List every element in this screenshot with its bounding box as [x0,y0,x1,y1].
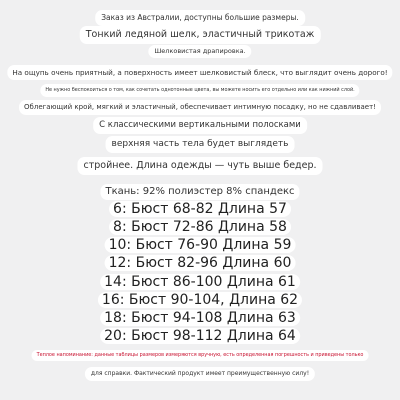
size-row-14: 14: Бюст 86-100 Длина 61 [100,274,300,290]
text-line-1: Заказ из Австралии, доступны большие размеры. [95,10,305,26]
fabric-composition: Ткань: 92% полиэстер 8% спандекс [100,184,299,200]
text-line-2: Тонкий ледяной шелк, эластичный трикотаж [80,26,321,44]
size-row-12: 12: Бюст 82-96 Длина 60 [105,255,296,271]
size-row-6: 6: Бюст 68-82 Длина 57 [109,201,291,217]
size-disclaimer-line-2: для справки. Фактический продукт имеет преимущественную силу! [85,367,315,381]
size-row-10: 10: Бюст 76-90 Длина 59 [105,237,296,253]
size-row-20: 20: Бюст 98-112 Длина 64 [100,328,300,344]
text-line-3: Шелковистая драпировка. [148,45,251,58]
text-line-4: На ощупь очень приятный, а поверхность имеет шелковистый блеск, что выглядит очень дорого! [7,65,392,80]
size-row-18: 18: Бюст 94-108 Длина 63 [100,310,300,326]
text-line-7: С классическими вертикальными полосками [93,117,307,134]
text-line-9: стройнее. Длина одежды — чуть выше бедер. [77,157,322,175]
size-row-16: 16: Бюст 90-104, Длина 62 [98,292,302,308]
text-line-6: Облегающий крой, мягкий и эластичный, обеспечивает интимную посадку, но не сдавливает! [19,100,381,115]
size-disclaimer-line-1: Теплое напоминание: данные таблицы размеров измеряются вручную, есть определенная погрешность и приведены только [32,350,369,361]
text-line-5: Не нужно беспокоиться о том, как сочетать однотонные цвета, вы можете носить его отдельно или как нижний слой. [40,84,359,97]
size-row-8: 8: Бюст 72-86 Длина 58 [109,219,291,235]
text-line-8: верхняя часть тела будет выглядеть [106,136,295,153]
